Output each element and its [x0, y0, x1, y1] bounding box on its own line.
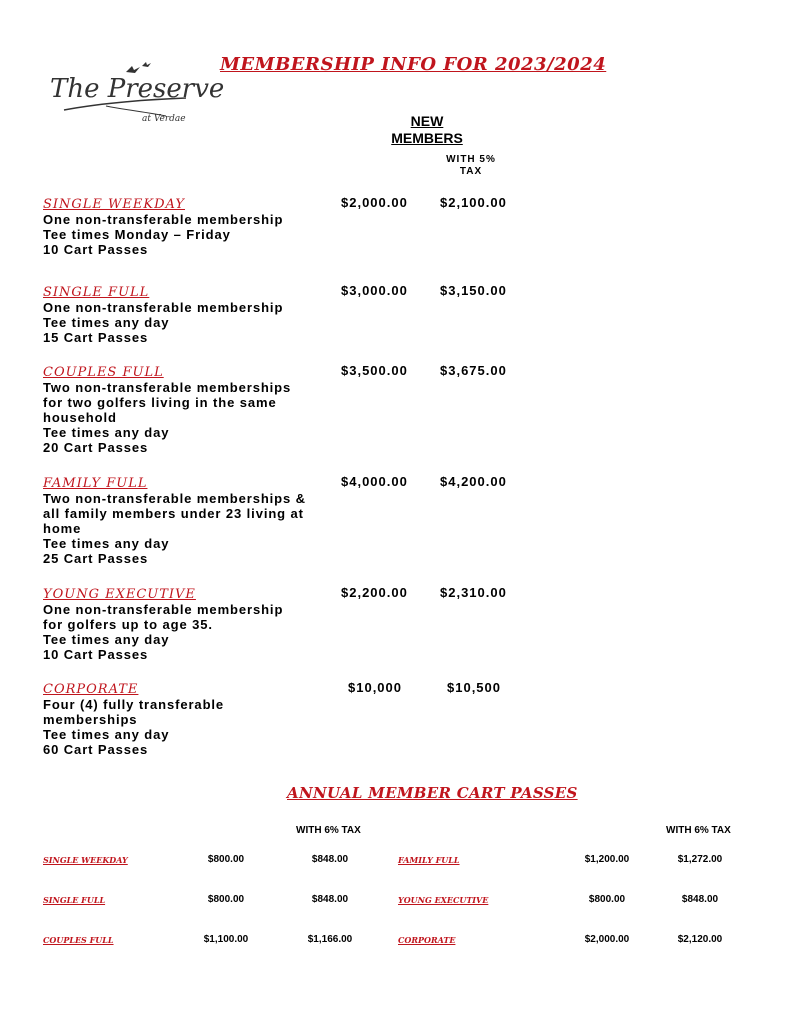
plan-block — [43, 682, 343, 757]
preserve-logo — [46, 60, 225, 130]
plan-detail: Four (4) fully transferable — [43, 697, 225, 712]
plan-detail: 10 Cart Passes — [43, 647, 149, 662]
plan-detail: for golfers up to age 35. — [43, 617, 213, 632]
plan-detail: for two golfers living in the same — [43, 395, 277, 410]
cart-pass-price: $800.00 — [588, 894, 626, 905]
plan-detail: Two non-transferable memberships & — [43, 491, 306, 506]
cart-pass-price-with-tax: $1,166.00 — [307, 934, 353, 945]
plan-price-with-tax: $2,310.00 — [440, 585, 507, 600]
cart-pass-name: YOUNG EXECUTIVE — [398, 895, 489, 905]
plan-detail: 60 Cart Passes — [43, 742, 149, 757]
plan-detail: Tee times any day — [43, 315, 170, 330]
plan-name: CORPORATE — [43, 682, 139, 697]
plan-detail: 20 Cart Passes — [43, 440, 149, 455]
logo-subtext: at Verdae — [142, 114, 186, 124]
cart-pass-name: FAMILY FULL — [398, 855, 460, 865]
plan-block — [43, 587, 343, 662]
plan-detail: 10 Cart Passes — [43, 242, 149, 257]
plan-detail: Tee times any day — [43, 632, 170, 647]
cart-pass-price: $1,100.00 — [203, 934, 249, 945]
cart-pass-name: CORPORATE — [398, 935, 456, 945]
plan-detail: Tee times any day — [43, 425, 170, 440]
plan-name: SINGLE WEEKDAY — [43, 197, 185, 212]
plan-detail: memberships — [43, 712, 138, 727]
cart-tax-header-left: WITH 6% TAX — [296, 825, 361, 836]
plan-block — [43, 285, 343, 345]
plan-block — [43, 476, 343, 566]
plan-detail: One non-transferable membership — [43, 602, 284, 617]
plan-detail: Tee times Monday – Friday — [43, 227, 231, 242]
cart-pass-price: $800.00 — [207, 854, 245, 865]
plan-price: $4,000.00 — [341, 474, 408, 489]
plan-price-with-tax: $2,100.00 — [440, 195, 507, 210]
cart-pass-price: $1,200.00 — [584, 854, 630, 865]
plan-price: $10,000 — [348, 680, 402, 695]
plan-name: COUPLES FULL — [43, 365, 164, 380]
plan-name: FAMILY FULL — [43, 476, 148, 491]
plan-detail: household — [43, 410, 117, 425]
plan-name: YOUNG EXECUTIVE — [43, 587, 196, 602]
cart-passes-title: ANNUAL MEMBER CART PASSES — [287, 784, 578, 802]
new-members-header: NEW MEMBERS — [391, 113, 463, 146]
plan-price: $3,000.00 — [341, 283, 408, 298]
plan-price-with-tax: $10,500 — [447, 680, 501, 695]
plan-detail: Tee times any day — [43, 727, 170, 742]
logo-text: The Preserve — [50, 74, 225, 104]
plan-detail: 25 Cart Passes — [43, 551, 149, 566]
plan-price: $2,200.00 — [341, 585, 408, 600]
cart-pass-price: $2,000.00 — [584, 934, 630, 945]
cart-pass-price-with-tax: $848.00 — [681, 894, 719, 905]
plan-name: SINGLE FULL — [43, 285, 150, 300]
plan-block — [43, 197, 343, 257]
plan-price: $3,500.00 — [341, 363, 408, 378]
cart-pass-name: SINGLE WEEKDAY — [43, 855, 128, 865]
plan-price-with-tax: $3,675.00 — [440, 363, 507, 378]
plan-detail: One non-transferable membership — [43, 212, 284, 227]
cart-pass-name: COUPLES FULL — [43, 935, 114, 945]
plan-price-with-tax: $4,200.00 — [440, 474, 507, 489]
page-title: MEMBERSHIP INFO FOR 2023/2024 — [220, 54, 607, 75]
cart-pass-price-with-tax: $1,272.00 — [677, 854, 723, 865]
cart-pass-price-with-tax: $2,120.00 — [677, 934, 723, 945]
plan-price-with-tax: $3,150.00 — [440, 283, 507, 298]
cart-pass-price: $800.00 — [207, 894, 245, 905]
cart-pass-price-with-tax: $848.00 — [311, 854, 349, 865]
plan-price: $2,000.00 — [341, 195, 408, 210]
plan-detail: home — [43, 521, 82, 536]
plan-block — [43, 365, 343, 455]
plan-detail: all family members under 23 living at — [43, 506, 304, 521]
plan-detail: One non-transferable membership — [43, 300, 284, 315]
plan-detail: 15 Cart Passes — [43, 330, 149, 345]
cart-pass-price-with-tax: $848.00 — [311, 894, 349, 905]
cart-pass-name: SINGLE FULL — [43, 895, 106, 905]
cart-tax-header-right: WITH 6% TAX — [666, 825, 731, 836]
plan-detail: Two non-transferable memberships — [43, 380, 292, 395]
plan-detail: Tee times any day — [43, 536, 170, 551]
with-tax-header: WITH 5% TAX — [446, 154, 496, 177]
